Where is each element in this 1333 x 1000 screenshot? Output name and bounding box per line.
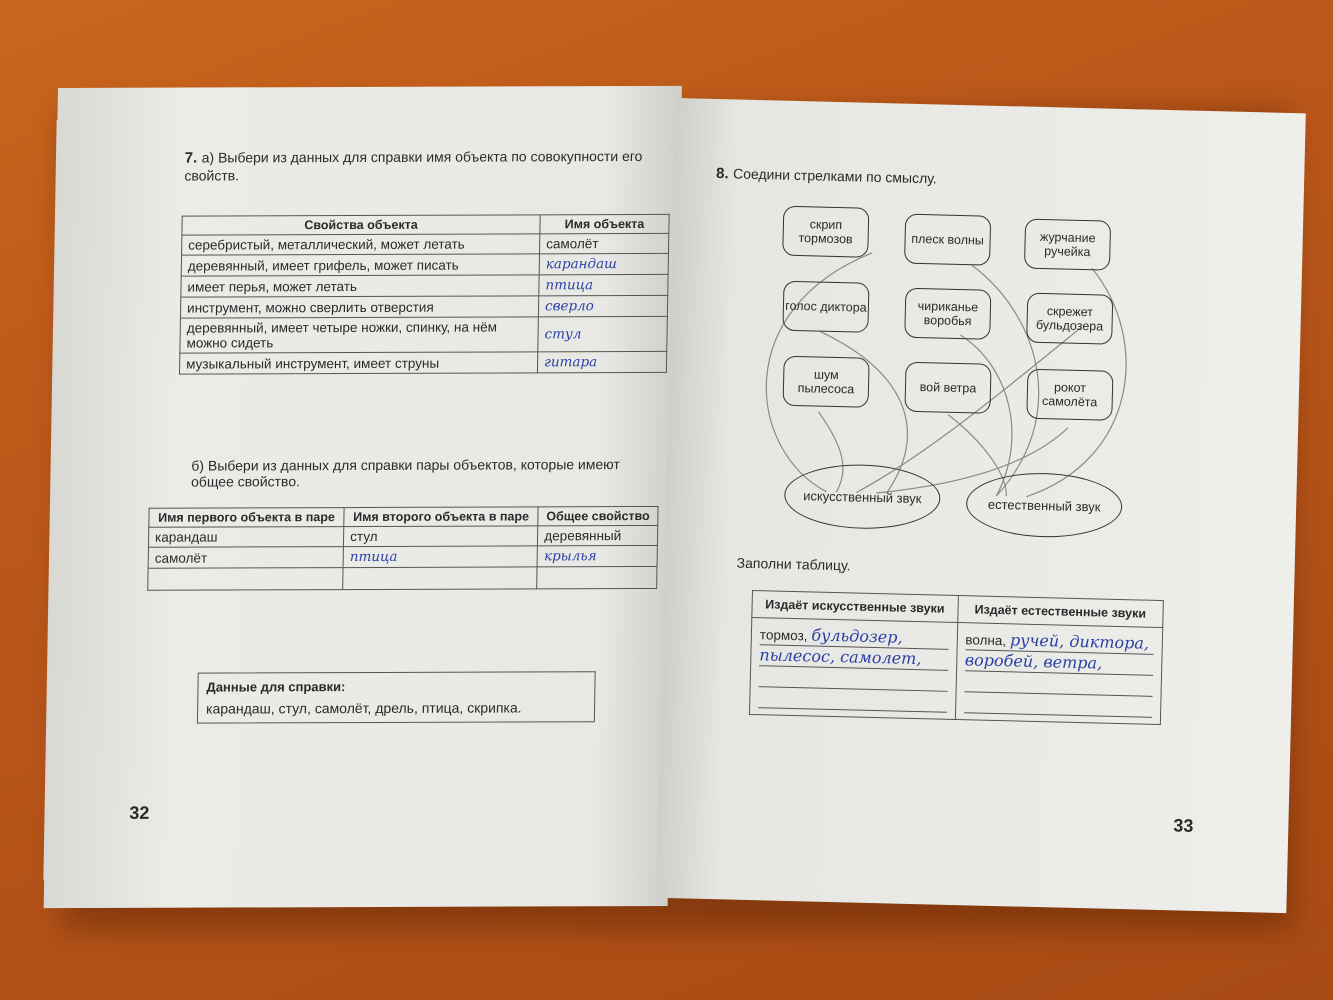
handwritten-answer: пылесос, самолет,: [759, 645, 922, 669]
table-row: [148, 545, 657, 568]
table-row: [148, 525, 657, 547]
task8-number: 8.: [715, 165, 729, 183]
props-cell: деревянный, имеет грифель, может писать: [181, 254, 539, 276]
name-cell: самолёт: [540, 233, 669, 253]
header-second-object: Имя второго объекта в паре: [344, 507, 538, 527]
pair-cell: самолёт: [148, 547, 343, 569]
sound-box: плеск волны: [904, 214, 991, 266]
right-page: [656, 98, 1305, 913]
task7-number: 7.: [184, 149, 198, 167]
table-row: [148, 566, 657, 590]
sound-box: рокот самолёта: [1026, 369, 1113, 421]
sound-box: шум пылесоса: [783, 356, 870, 408]
props-cell: музыкальный инструмент, имеет струны: [179, 352, 537, 374]
printed-word: тормоз,: [759, 627, 808, 644]
task8-title: Соедини стрелками по смыслу.: [732, 165, 937, 187]
pair-cell: стул: [344, 526, 539, 547]
handwritten-answer: гитара: [537, 351, 666, 372]
sounds-table: [749, 590, 1164, 725]
handwritten-answer: воробей, ветра,: [964, 650, 1103, 673]
header-common-property: Общее свойство: [538, 506, 658, 525]
header-properties: Свойства объекта: [182, 215, 540, 235]
task8-heading: [716, 165, 1116, 193]
header-first-object: Имя первого объекта в паре: [149, 508, 344, 528]
handwritten-answer: карандаш: [539, 253, 668, 274]
table-row: [181, 253, 668, 276]
props-cell: имеет перья, может летать: [181, 275, 539, 297]
header-artificial: Издаёт искусственные звуки: [752, 591, 958, 623]
printed-word: волна,: [965, 632, 1007, 649]
reference-box: [197, 671, 596, 723]
handwritten-answer: ручей, диктора,: [1009, 630, 1150, 653]
pair-cell: [537, 566, 657, 588]
natural-sound-oval: естественный звук: [965, 471, 1123, 539]
pairs-table: [147, 506, 658, 591]
pair-cell: [148, 568, 343, 591]
pair-cell: деревянный: [538, 525, 658, 545]
header-object-name: Имя объекта: [540, 214, 669, 233]
pair-cell: карандаш: [148, 527, 343, 548]
reference-text: карандаш, стул, самолёт, дрель, птица, скрипка.: [205, 699, 522, 717]
sound-box: чириканье воробья: [904, 288, 991, 340]
table-row: [182, 233, 669, 255]
properties-table: [179, 214, 670, 375]
page-number-left: 32: [129, 802, 150, 823]
handwritten-answer: бульдозер,: [811, 625, 903, 647]
sound-box: вой ветра: [904, 362, 991, 414]
handwritten-answer: птица: [539, 274, 668, 295]
table-row: [179, 351, 666, 374]
sound-box: скрип тормозов: [782, 206, 869, 258]
fill-table-prompt: Заполни таблицу.: [736, 554, 851, 574]
props-cell: деревянный, имеет четыре ножки, спинку, на нём можно сидеть: [180, 317, 539, 353]
page-number-right: 33: [1173, 815, 1194, 836]
pair-cell: [343, 567, 538, 590]
task7-part-a: а) Выбери из данных для справки имя объекта по совокупности его свойств.: [184, 147, 643, 184]
natural-cell: [955, 623, 1163, 725]
handwritten-answer: сверло: [538, 295, 667, 316]
sound-box: голос диктора: [782, 281, 869, 333]
sound-box: журчание ручейка: [1024, 219, 1111, 271]
props-cell: серебристый, металлический, может летать: [182, 234, 540, 255]
artificial-cell: [749, 618, 957, 720]
handwritten-answer: крылья: [537, 545, 657, 566]
task7-part-b: б) Выбери из данных для справки пары объектов, которые имеют общее свойство.: [190, 456, 620, 490]
handwritten-answer: птица: [343, 546, 538, 568]
left-page: [44, 86, 682, 908]
sound-box: скрежет бульдозера: [1026, 293, 1113, 345]
table-row: [181, 274, 668, 297]
props-cell: инструмент, можно сверлить отверстия: [180, 296, 538, 318]
handwritten-answer: стул: [538, 316, 668, 351]
table-row: [180, 316, 668, 353]
header-natural: Издаёт естественные звуки: [957, 596, 1163, 628]
reference-title: Данные для справки:: [206, 679, 346, 695]
table-row: [180, 295, 667, 318]
task7-heading: [184, 148, 665, 186]
artificial-sound-oval: искусственный звук: [784, 463, 942, 531]
